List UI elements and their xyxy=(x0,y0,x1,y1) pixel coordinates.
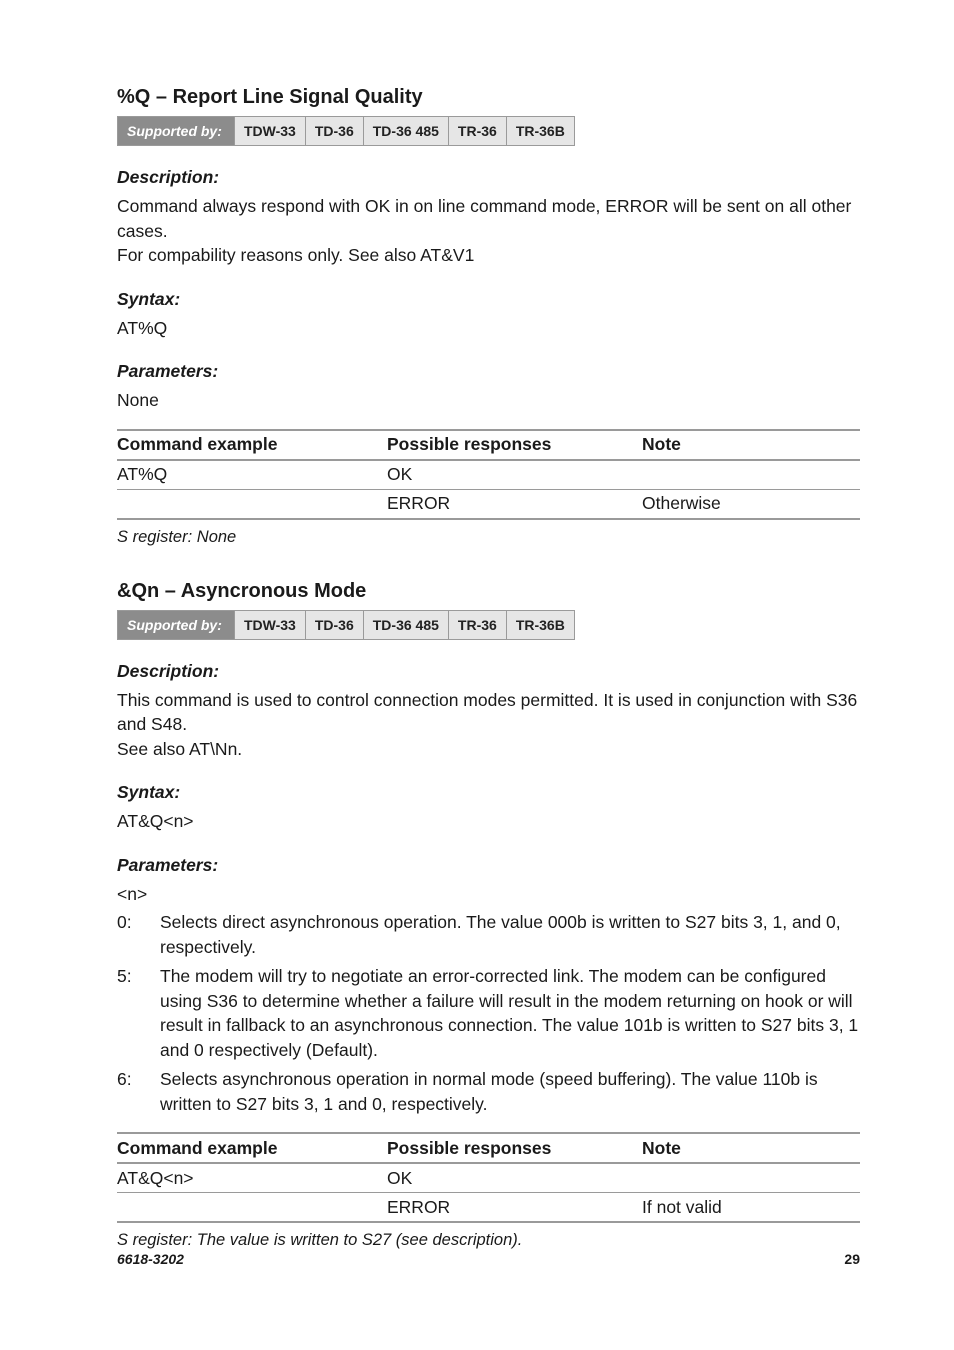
parameter-list xyxy=(117,910,860,1116)
table-cell: Otherwise xyxy=(642,489,860,519)
section-title: &Qn – Asyncronous Mode xyxy=(117,579,367,602)
section-title: %Q – Report Line Signal Quality xyxy=(117,86,423,108)
supported-by-bar xyxy=(117,610,575,640)
s-register-note: S register: None xyxy=(117,527,237,546)
list-item xyxy=(117,1067,860,1116)
parameter-key: 0: xyxy=(117,912,132,932)
section-qn-asyncronous-mode xyxy=(117,578,860,1252)
column-header: Note xyxy=(642,1133,860,1163)
description-text: Command always respond with OK in on line command mode, ERROR will be sent on all other cases. xyxy=(117,196,852,241)
syntax-heading: Syntax: xyxy=(117,288,181,309)
parameter-key: 6: xyxy=(117,1069,132,1089)
table-cell: ERROR xyxy=(387,489,642,519)
table-cell xyxy=(642,1163,860,1193)
table-cell: OK xyxy=(387,1163,642,1193)
supported-by-bar xyxy=(117,116,575,146)
supported-by-label: Supported by: xyxy=(118,117,234,145)
parameters-heading: Parameters: xyxy=(117,361,219,381)
product-tag: TD-36 xyxy=(305,117,363,145)
table-cell: ERROR xyxy=(387,1193,642,1223)
column-header: Possible responses xyxy=(387,430,642,460)
table-header-row xyxy=(117,430,860,460)
parameter-text: Selects direct asynchronous operation. The value 000b is written to S27 bits 3, 1, and 0, respectively. xyxy=(160,912,841,957)
list-item xyxy=(117,910,860,959)
product-tag: TR-36B xyxy=(506,611,574,639)
product-tag: TR-36B xyxy=(506,117,574,145)
product-tag: TD-36 xyxy=(305,611,363,639)
table-cell: AT&Q<n> xyxy=(117,1163,387,1193)
table-header-row xyxy=(117,1133,860,1163)
table-row xyxy=(117,489,860,519)
section-q-report-line-signal-quality xyxy=(117,84,860,548)
description-heading: Description: xyxy=(117,660,220,681)
description-text: For compability reasons only. See also AT&V1 xyxy=(117,245,475,265)
product-tag: TR-36 xyxy=(448,117,506,145)
product-tag: TDW-33 xyxy=(234,611,305,639)
page-content xyxy=(117,84,860,1251)
parameters-text: None xyxy=(117,390,159,410)
table-row xyxy=(117,1163,860,1193)
syntax-heading: Syntax: xyxy=(117,782,181,802)
table-cell: If not valid xyxy=(642,1193,860,1223)
parameter-key: 5: xyxy=(117,966,132,986)
table-row xyxy=(117,1193,860,1223)
syntax-text: AT&Q<n> xyxy=(117,811,194,831)
list-item xyxy=(117,964,860,1062)
parameters-heading: Parameters: xyxy=(117,854,219,875)
table-cell: OK xyxy=(387,460,642,490)
command-table xyxy=(117,429,860,520)
table-cell xyxy=(642,460,860,490)
column-header: Note xyxy=(642,430,860,460)
product-tag: TDW-33 xyxy=(234,117,305,145)
page-number: 29 xyxy=(844,1251,860,1267)
parameters-text: <n> xyxy=(117,883,148,904)
parameter-text: The modem will try to negotiate an error-corrected link. The modem can be configured using S36 to determine whether a failure will result in the modem returning on hook or will result in fallback to an asynchronous connection. The value 101b is written to S27 bits 3, 1 and 0 respectively (Default). xyxy=(160,966,859,1060)
description-heading: Description: xyxy=(117,167,220,187)
page-footer xyxy=(117,1251,860,1267)
table-row xyxy=(117,460,860,490)
supported-by-label: Supported by: xyxy=(118,611,234,639)
product-tag: TD-36 485 xyxy=(363,117,448,145)
product-tag: TD-36 485 xyxy=(363,611,448,639)
column-header: Command example xyxy=(117,430,387,460)
syntax-text: AT%Q xyxy=(117,317,168,338)
description-text: See also AT\Nn. xyxy=(117,738,243,759)
s-register-note: S register: The value is written to S27 (see description). xyxy=(117,1231,523,1249)
table-cell xyxy=(117,1193,387,1223)
document-number: 6618-3202 xyxy=(117,1251,184,1267)
table-cell: AT%Q xyxy=(117,460,387,490)
column-header: Command example xyxy=(117,1133,387,1163)
product-tag: TR-36 xyxy=(448,611,506,639)
command-table xyxy=(117,1132,860,1223)
table-cell xyxy=(117,489,387,519)
description-text: This command is used to control connection modes permitted. It is used in conjunction with S36 and S48. xyxy=(117,689,858,734)
parameter-text: Selects asynchronous operation in normal mode (speed buffering). The value 110b is written to S27 bits 3, 1 and 0, respectively. xyxy=(160,1069,818,1114)
column-header: Possible responses xyxy=(387,1133,642,1163)
